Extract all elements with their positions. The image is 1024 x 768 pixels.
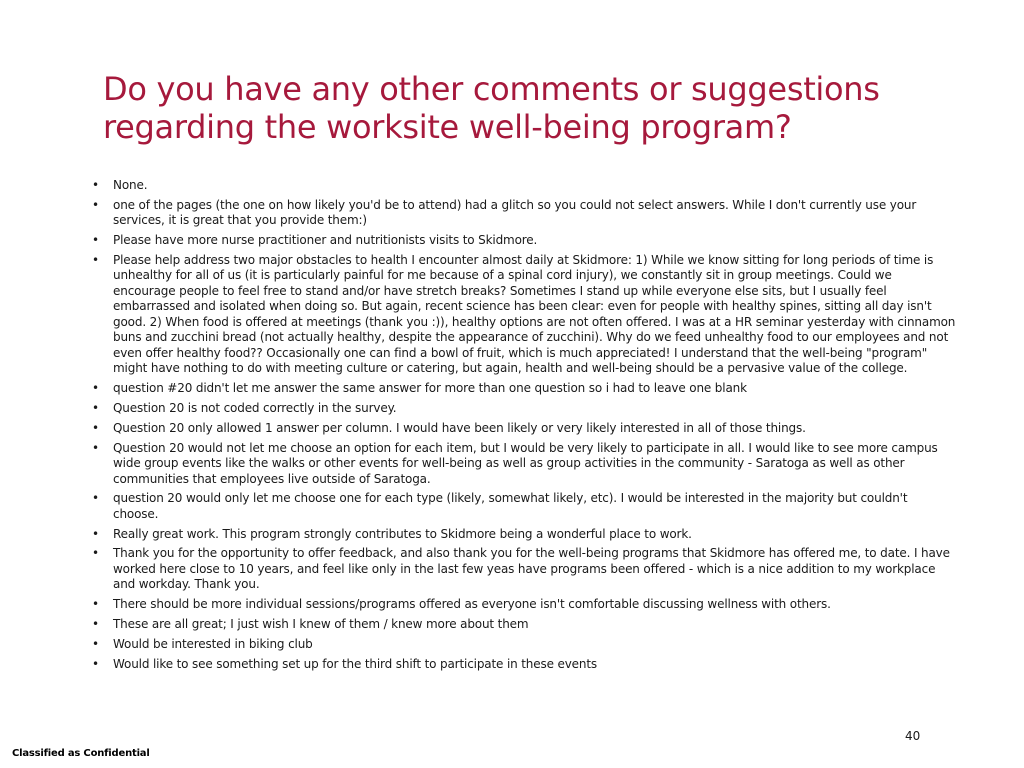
list-item	[90, 178, 956, 194]
classification-label: Classified as Confidential	[12, 748, 150, 759]
list-item	[90, 198, 956, 229]
list-item	[90, 637, 956, 653]
bullet: •	[92, 636, 99, 651]
comment-text: Would like to see something set up for the third shift to participate in these events	[113, 656, 598, 671]
list-item	[90, 401, 956, 417]
comment-text: Please help address two major obstacles to health I encounter almost daily at Skidmore: 1) While we know sitting for long periods of time is unhealthy for all of us (it is particularly painful for me because of a spinal cord injury), we constantly sit in group meetings. Could we encourage people to feel free to stand and/or have stretch breaks? Sometimes I stand up while everyone else sits, but I usually feel embarrassed and isolated when doing so. But again, recent science has been clear: even for people with healthy spines, sitting all day isn't good. 2) When food is offered at meetings (thank you :)), healthy options are not often offered. I was at a HR seminar yesterday with cinnamon buns and zucchini bread (not actually healthy, despite the appearance of zucchini). Why do we feed unhealthy food to our employees and not even offer healthy food?? Occasionally one can find a bowl of fruit, which is much appreciated! I understand that the well-being "program" might have nothing to do with meeting culture or catering, but again, health and well-being should be a pervasive value of the college.	[113, 252, 956, 376]
comment-text: Really great work. This program strongly contributes to Skidmore being a wonderful place to work.	[113, 526, 692, 541]
list-item	[90, 527, 956, 543]
comment-text: Thank you for the opportunity to offer feedback, and also thank you for the well-being programs that Skidmore has offered me, to date. I have worked here close to 10 years, and feel like only in the last few yeas have programs been offered - which is a nice addition to my workplace and workday. Thank you.	[113, 546, 950, 592]
bullet: •	[92, 381, 99, 396]
comment-text: Question 20 only allowed 1 answer per column. I would have been likely or very likely interested in all of those things.	[113, 420, 806, 435]
list-item	[90, 441, 956, 488]
bullet: •	[92, 252, 99, 267]
comment-text: question 20 would only let me choose one for each type (likely, somewhat likely, etc). I would be interested in the majority but couldn't choose.	[113, 491, 908, 521]
comment-text: Would be interested in biking club	[113, 636, 313, 651]
bullet: •	[92, 597, 99, 612]
comment-text: These are all great; I just wish I knew of them / knew more about them	[113, 617, 529, 632]
comment-text: one of the pages (the one on how likely you'd be to attend) had a glitch so you could not select answers. While I don't currently use your services, it is great that you provide them:)	[113, 197, 917, 228]
list-item	[90, 617, 956, 633]
bullet: •	[92, 197, 99, 212]
list-item	[90, 253, 956, 377]
slide-title: Do you have any other comments or suggestions regarding the worksite well-being program?	[103, 70, 880, 146]
bullet: •	[92, 656, 99, 671]
list-item	[90, 546, 956, 593]
bullet: •	[92, 233, 99, 248]
comment-text: question #20 didn't let me answer the same answer for more than one question so i had to leave one blank	[113, 381, 747, 396]
bullet: •	[92, 526, 99, 541]
list-item	[90, 597, 956, 613]
list-item	[90, 381, 956, 397]
bullet: •	[92, 420, 99, 435]
bullet: •	[92, 546, 99, 561]
comment-text: Please have more nurse practitioner and nutritionists visits to Skidmore.	[113, 233, 538, 248]
list-item	[90, 657, 956, 673]
list-item	[90, 491, 956, 522]
page-number: 40	[905, 729, 921, 743]
bullet: •	[92, 617, 99, 632]
bullet: •	[92, 178, 99, 192]
list-item	[90, 233, 956, 249]
bullet: •	[92, 491, 99, 506]
list-item	[90, 421, 956, 437]
comment-text: Question 20 would not let me choose an option for each item, but I would be very likely to participate in all. I would like to see more campus wide group events like the walks or other events for well-being as well as group activities in the community - Saratoga as well as other communities that employees live outside of Saratoga.	[113, 440, 938, 486]
comment-text: None.	[113, 178, 148, 192]
comment-text: Question 20 is not coded correctly in the survey.	[113, 400, 397, 415]
comment-text: There should be more individual sessions/programs offered as everyone isn't comfortable discussing wellness with others.	[113, 597, 831, 612]
comments-list	[90, 178, 956, 676]
bullet: •	[92, 440, 99, 455]
bullet: •	[92, 400, 99, 415]
